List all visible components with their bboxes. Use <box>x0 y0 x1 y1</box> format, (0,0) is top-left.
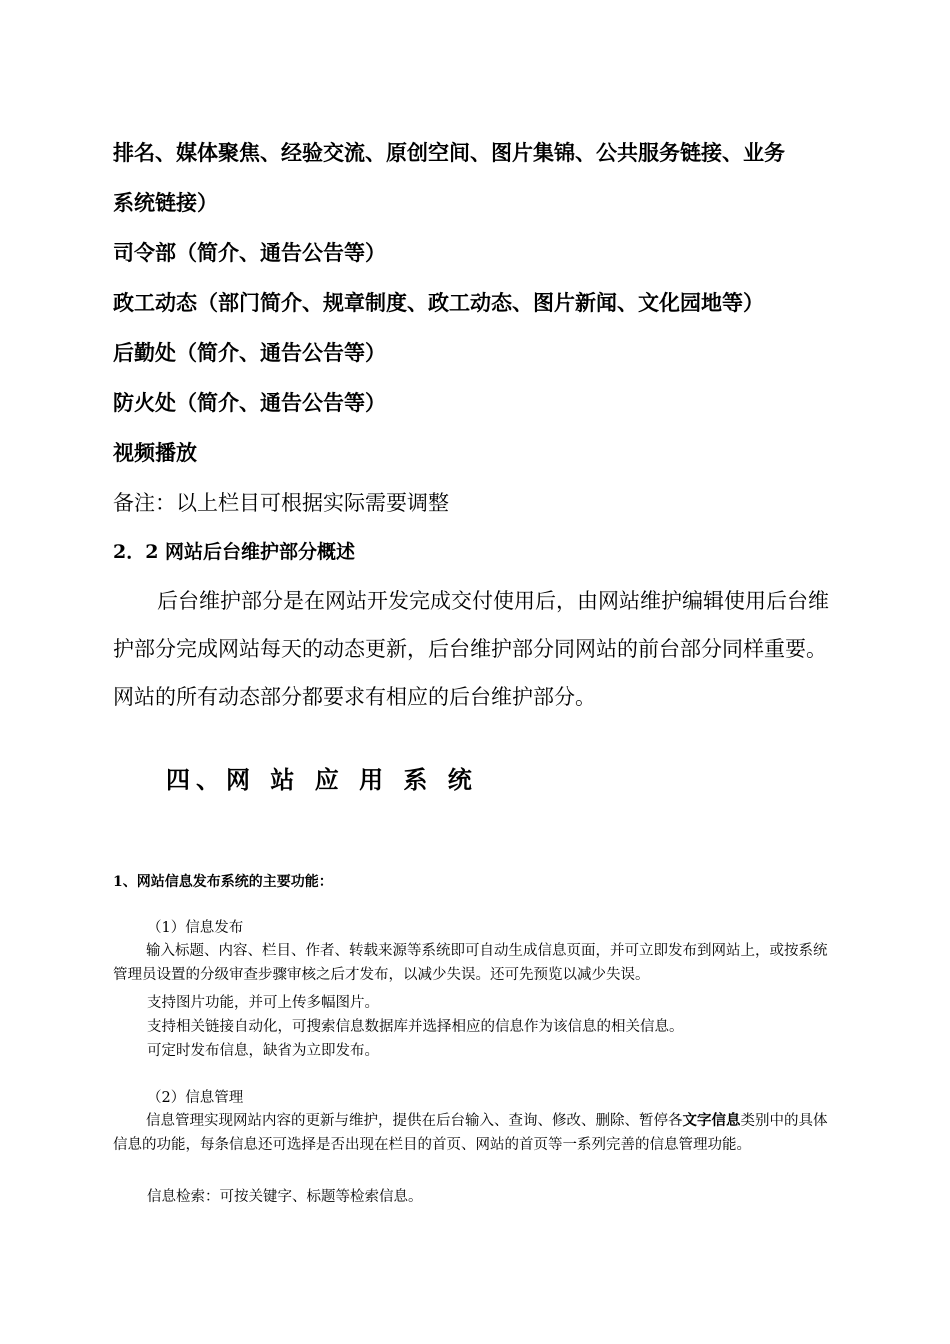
subsection-title: 2．2 网站后台维护部分概述 <box>113 541 356 563</box>
column-list-line-3: 司令部（简介、通告公告等） <box>113 240 386 265</box>
function-heading: 1、网站信息发布系统的主要功能： <box>113 874 333 890</box>
manage-paragraph-start: 信息管理实现网站内容的更新与维护，提供在后台输入、查询、修改、删除、暂停各 <box>146 1113 683 1129</box>
note-text: 备注：以上栏目可根据实际需要调整 <box>113 491 449 515</box>
manage-paragraph-bold: 文字信息 <box>682 1112 741 1129</box>
manage-search-text: 信息检索：可按关键字、标题等检索信息。 <box>147 1189 423 1205</box>
manage-paragraph <box>113 1109 837 1157</box>
section-title: 四、网 站 应 用 系 统 <box>166 765 478 794</box>
column-list-line-4: 政工动态（部门简介、规章制度、政工动态、图片新闻、文化园地等） <box>113 290 764 315</box>
column-list-line-5: 后勤处（简介、通告公告等） <box>113 340 386 365</box>
manage-title: （2）信息管理 <box>147 1090 244 1106</box>
column-list-line-7: 视频播放 <box>113 440 197 465</box>
column-list-line-1: 排名、媒体聚焦、经验交流、原创空间、图片集锦、公共服务链接、业务 <box>113 140 785 165</box>
column-list-line-6: 防火处（简介、通告公告等） <box>113 390 386 415</box>
publish-item-schedule: 可定时发布信息，缺省为立即发布。 <box>147 1043 379 1059</box>
publish-item-images: 支持图片功能，并可上传多幅图片。 <box>147 995 379 1011</box>
backend-paragraph: 后台维护部分是在网站开发完成交付使用后，由网站维护编辑使用后台维护部分完成网站每天的动态更新，后台维护部分同网站的前台部分同样重要。网站的所有动态部分都要求有相应的后台维护部分。 <box>113 589 829 709</box>
manage-paragraph-end: 类别中的具体信息的功能，每条信息还可选择是否出现在栏目的首页、网站的首页等一系列完善的信息管理功能。 <box>113 1113 828 1153</box>
publish-title: （1）信息发布 <box>147 920 244 936</box>
column-list-line-2: 系统链接） <box>113 190 218 215</box>
publish-item-links: 支持相关链接自动化，可搜索信息数据库并选择相应的信息作为该信息的相关信息。 <box>147 1019 684 1035</box>
publish-paragraph: 输入标题、内容、栏目、作者、转载来源等系统即可自动生成信息页面，并可立即发布到网站上，或按系统管理员设置的分级审查步骤审核之后才发布，以减少失误。还可先预览以减少失误。 <box>113 943 828 983</box>
